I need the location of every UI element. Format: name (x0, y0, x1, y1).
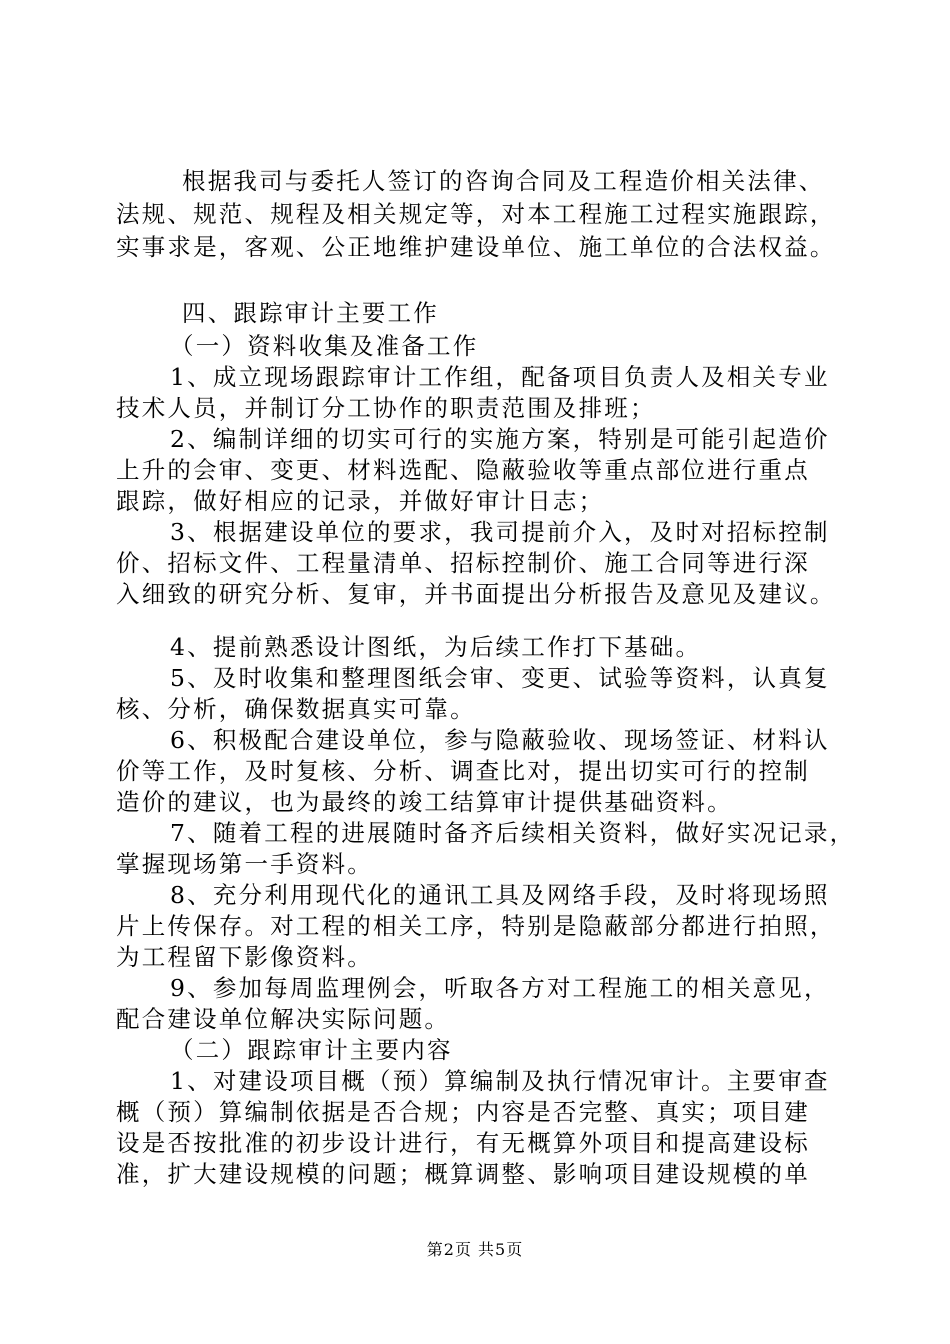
text-line: 3、根据建设单位的要求，我司提前介入，及时对招标控制 (170, 518, 830, 546)
text-line: 法规、规范、规程及相关规定等，对本工程施工过程实施跟踪， (116, 200, 836, 228)
text-line: 2、编制详细的切实可行的实施方案，特别是可能引起造价 (170, 425, 830, 453)
text-line: 配合建设单位解决实际问题。 (116, 1005, 451, 1033)
text-line: 1、对建设项目概（预）算编制及执行情况审计。主要审查 (170, 1067, 830, 1095)
text-line: 实事求是，客观、公正地维护建设单位、施工单位的合法权益。 (116, 233, 836, 261)
text-line: 7、随着工程的进展随时备齐后续相关资料，做好实况记录， (170, 819, 856, 847)
text-line: 4、提前熟悉设计图纸，为后续工作打下基础。 (170, 633, 702, 661)
text-line: 掌握现场第一手资料。 (116, 850, 373, 878)
text-line: 上升的会审、变更、材料选配、隐蔽验收等重点部位进行重点 (116, 456, 810, 484)
text-line: 概（预）算编制依据是否合规；内容是否完整、真实；项目建 (116, 1098, 810, 1126)
text-line: 造价的建议，也为最终的竣工结算审计提供基础资料。 (116, 788, 733, 816)
text-line: 价等工作，及时复核、分析、调查比对，提出切实可行的控制 (116, 757, 810, 785)
text-line: 准，扩大建设规模的问题；概算调整、影响项目建设规模的单 (116, 1160, 810, 1188)
text-line: 跟踪，做好相应的记录，并做好审计日志； (116, 487, 605, 515)
text-line: 设是否按批准的初步设计进行，有无概算外项目和提高建设标 (116, 1129, 810, 1157)
text-line: 入细致的研究分析、复审，并书面提出分析报告及意见及建议。 (116, 580, 836, 608)
subsection-heading: （一）资料收集及准备工作 (170, 332, 479, 360)
text-line: 价、招标文件、工程量清单、招标控制价、施工合同等进行深 (116, 549, 810, 577)
text-line: 根据我司与委托人签订的咨询合同及工程造价相关法律、 (182, 167, 825, 195)
page-number-footer: 第2页 共5页 (426, 1240, 524, 1259)
text-line: 1、成立现场跟踪审计工作组，配备项目负责人及相关专业 (170, 363, 830, 391)
text-line: 为工程留下影像资料。 (116, 943, 373, 971)
text-line: 6、积极配合建设单位，参与隐蔽验收、现场签证、材料认 (170, 726, 830, 754)
text-line: 片上传保存。对工程的相关工序，特别是隐蔽部分都进行拍照， (116, 912, 836, 940)
text-line: 核、分析，确保数据真实可靠。 (116, 695, 476, 723)
text-line: 技术人员，并制订分工协作的职责范围及排班； (116, 394, 656, 422)
text-line: 8、充分利用现代化的通讯工具及网络手段，及时将现场照 (170, 881, 830, 909)
text-line: 9、参加每周监理例会，听取各方对工程施工的相关意见， (170, 974, 830, 1002)
subsection-heading: （二）跟踪审计主要内容 (170, 1036, 453, 1064)
section-heading: 四、跟踪审计主要工作 (182, 299, 439, 327)
text-line: 5、及时收集和整理图纸会审、变更、试验等资料，认真复 (170, 664, 830, 692)
